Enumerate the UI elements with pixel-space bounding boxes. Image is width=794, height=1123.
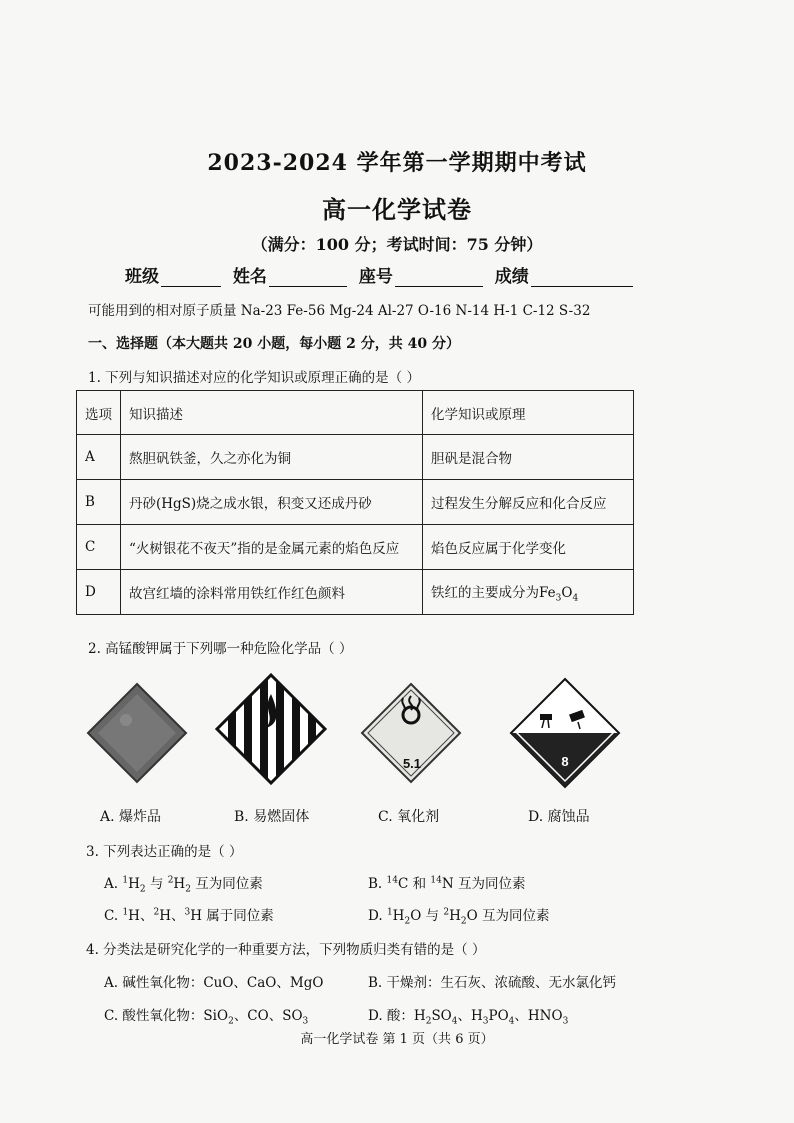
- q2-option-c: C. 氧化剂: [378, 809, 440, 825]
- q4-option-d: D. 酸：$H_2SO_4$、$H_3PO_4$、$HNO_3$: [368, 1008, 569, 1027]
- q3-option-d: D. $^1H_2O$ 与 $^2H_2O$ 互为同位素: [368, 907, 550, 927]
- row-d-principle: 铁红的主要成分为: [431, 584, 539, 601]
- q4-option-c: C. 酸性氧化物：SiO$_2$、CO、$SO_3$: [104, 1008, 309, 1027]
- exam-info: （满分：100 分；考试时间：75 分钟）: [251, 235, 543, 254]
- q2-option-a: A. 爆炸品: [100, 809, 162, 825]
- fe3o4-formula: $Fe_3O_4$: [539, 584, 579, 604]
- table-cell: D: [77, 570, 121, 615]
- table-cell: 化学知识或原理: [423, 391, 634, 435]
- table-cell: A: [77, 435, 121, 480]
- oxidizer-class-number: 5.1: [402, 756, 422, 771]
- table-cell: 丹砂(HgS)烧之成水银，积变又还成丹砂: [121, 480, 423, 525]
- table-cell: [423, 570, 634, 615]
- score-field[interactable]: [531, 268, 633, 287]
- table-header-row: [77, 391, 634, 435]
- flammable-solid-icon: [214, 672, 328, 786]
- table-cell: B: [77, 480, 121, 525]
- class-field[interactable]: [161, 268, 221, 287]
- table-cell: “火树银花不夜天”指的是金属元素的焰色反应: [121, 525, 423, 570]
- table-cell: 选项: [77, 391, 121, 435]
- seat-label: 座号: [358, 267, 393, 287]
- name-label: 姓名: [232, 267, 267, 287]
- section-title: 一、选择题（本大题共 20 小题，每小题 2 分，共 40 分）: [88, 336, 460, 352]
- table-cell: 故宫红墙的涂料常用铁红作红色颜料: [121, 570, 423, 615]
- q4-option-b: B. 干燥剂：生石灰、浓硫酸、无水氯化钙: [368, 975, 617, 991]
- q3-option-c: C. $^1$H、$^2$H、$^3$H 属于同位素: [104, 907, 274, 924]
- question-2-stem: 2. 高锰酸钾属于下列哪一种危险化学品（ ）: [88, 641, 353, 657]
- corrosive-class-number: 8: [561, 754, 569, 769]
- q3-option-a: A. $^1H_2$ 与 $^2H_2$ 互为同位素: [104, 875, 263, 895]
- atomic-masses: 可能用到的相对原子质量 Na-23 Fe-56 Mg-24 Al-27 O-16 N-14 H-1 C-12 S-32: [88, 303, 591, 319]
- table-cell: 焰色反应属于化学变化: [423, 525, 634, 570]
- table-row: [77, 435, 634, 480]
- score-label: 成绩: [494, 267, 529, 287]
- question-4-stem: 4. 分类法是研究化学的一种重要方法，下列物质归类有错的是（ ）: [86, 942, 486, 958]
- oxidizer-hazard-icon: [360, 682, 462, 784]
- table-cell: 胆矾是混合物: [423, 435, 634, 480]
- q2-option-b: B. 易燃固体: [234, 809, 310, 825]
- table-cell: 熬胆矾铁釜，久之亦化为铜: [121, 435, 423, 480]
- corrosive-hazard-icon: [508, 676, 622, 790]
- page-footer: 高一化学试卷 第 1 页（共 6 页）: [300, 1032, 494, 1047]
- exam-title: 2023-2024 学年第一学期期中考试: [207, 150, 587, 176]
- explosive-hazard-icon: [86, 682, 188, 784]
- q4-option-a: A. 碱性氧化物：CuO、CaO、MgO: [104, 975, 324, 991]
- question-3-stem: 3. 下列表达正确的是（ ）: [86, 844, 243, 860]
- question-1-stem: 1. 下列与知识描述对应的化学知识或原理正确的是（ ）: [88, 370, 420, 386]
- table-cell: 知识描述: [121, 391, 423, 435]
- table-row: [77, 570, 634, 615]
- seat-field[interactable]: [395, 268, 483, 287]
- name-field[interactable]: [269, 268, 347, 287]
- exam-subtitle: 高一化学试卷: [322, 195, 472, 224]
- student-fields: [125, 262, 639, 287]
- question-1-table: [76, 390, 634, 615]
- class-label: 班级: [125, 267, 159, 287]
- q2-option-d: D. 腐蚀品: [528, 809, 590, 825]
- q3-option-b: B. $^{14}$C 和 $^{14}$N 互为同位素: [368, 875, 526, 892]
- table-cell: C: [77, 525, 121, 570]
- table-row: [77, 480, 634, 525]
- table-row: [77, 525, 634, 570]
- table-cell: 过程发生分解反应和化合反应: [423, 480, 634, 525]
